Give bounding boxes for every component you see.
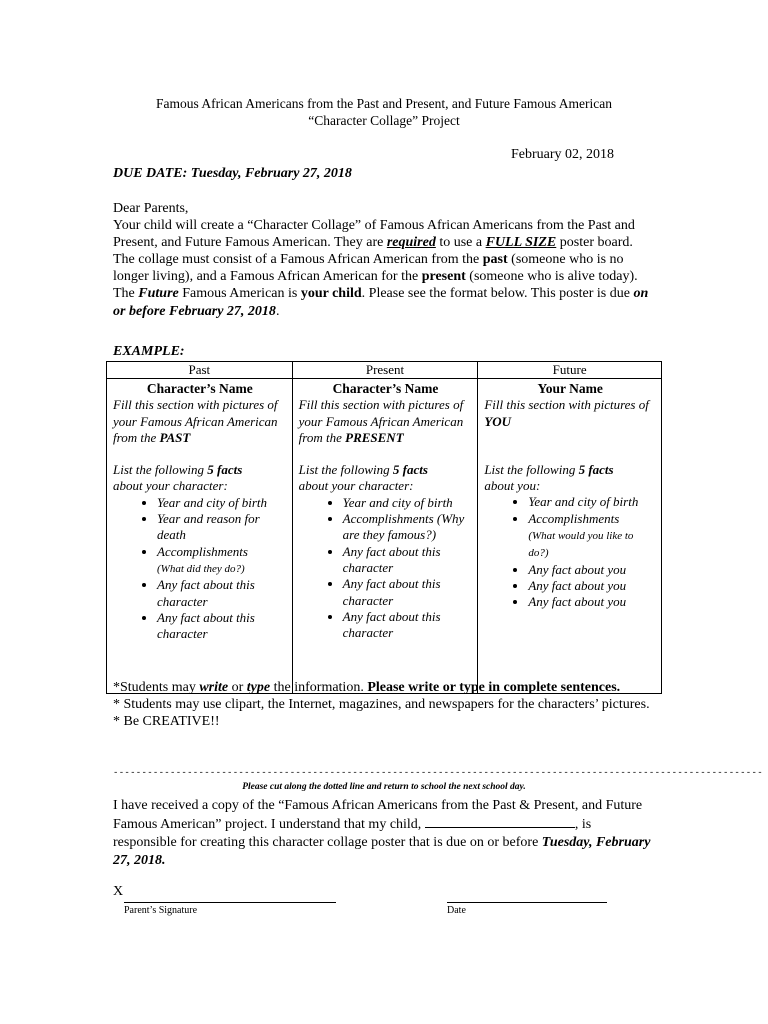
text: Fill this section with pictures of	[484, 397, 649, 413]
list-subject: about your character:	[113, 478, 228, 494]
list-item: • Any fact about this character	[343, 576, 473, 609]
header-present: Present	[292, 362, 478, 379]
present-word: present	[421, 269, 466, 285]
receipt-text	[113, 797, 653, 870]
text: (someone who is alive today). The	[113, 269, 638, 302]
list-subject: about you:	[484, 478, 541, 494]
text: the information.	[270, 680, 368, 695]
write-word: write	[199, 680, 229, 695]
fact-list	[299, 495, 473, 642]
text: to use a	[435, 235, 486, 251]
header-future: Future	[478, 362, 662, 379]
complete-sentences-note: Please write or type in complete sentences.	[367, 680, 621, 695]
letter-paragraph	[113, 217, 653, 320]
list-item: • Any fact about this character	[343, 544, 473, 577]
list-item: • Any fact about you	[528, 578, 656, 594]
table-body-row	[107, 379, 662, 694]
text: , is responsible for creating this character collage poster that is due on or before	[113, 817, 592, 850]
signature-x-mark: X	[113, 884, 124, 899]
student-notes	[113, 679, 653, 730]
fill-bold: PRESENT	[345, 429, 404, 445]
text: List the following	[484, 461, 579, 477]
text: *Students may	[113, 680, 200, 695]
header-past: Past	[107, 362, 293, 379]
receipt-due-date: Tuesday, February 27, 2018.	[113, 835, 651, 868]
list-item: • Any fact about you	[528, 594, 656, 610]
cut-dotted-line: ------------------------------------------------------------------------------------------------------------------	[113, 768, 763, 778]
note-creative: * Be CREATIVE!!	[113, 714, 220, 729]
text: Fill this section with pictures of your Famous African American from the	[113, 397, 278, 445]
letter-body	[113, 200, 653, 320]
column-name: Your Name	[537, 381, 603, 396]
list-subject: about your character:	[298, 478, 414, 494]
fill-instruction	[299, 397, 473, 446]
text: poster board. The collage must consist of a Famous African American from the	[113, 235, 633, 268]
example-label: EXAMPLE:	[113, 344, 185, 359]
signature-line[interactable]	[124, 902, 336, 903]
signature-label: Parent’s Signature	[124, 905, 198, 916]
column-name: Character’s Name	[332, 381, 439, 396]
list-item: • Year and city of birth	[343, 495, 473, 511]
text: I have received a copy of the “Famous African Americans from the Past & Present, and Future Famous American” project. I understand that my child,	[113, 798, 643, 832]
due-phrase: on or before February 27, 2018	[113, 286, 649, 319]
list-item: • Any fact about this character	[157, 577, 287, 610]
list-count: 5 facts	[392, 462, 428, 478]
fill-instruction	[113, 397, 287, 446]
text: List the following	[298, 462, 393, 478]
note-write-or-type	[113, 679, 653, 696]
example-table	[106, 361, 662, 694]
list-item: • Any fact about this character	[343, 609, 473, 642]
future-column	[478, 379, 662, 694]
cut-instruction: Please cut along the dotted line and return to school the next school day.	[242, 782, 526, 792]
text: Accomplishments	[528, 510, 620, 526]
list-item: • Year and reason for death	[157, 511, 287, 544]
list-item: • Accomplishments (Why are they famous?)	[343, 511, 473, 544]
list-item-note: (What would you like to do?)	[528, 530, 634, 560]
column-name: Character’s Name	[146, 381, 253, 396]
list-item	[528, 511, 656, 562]
list-count: 5 facts	[207, 462, 243, 478]
child-name-blank[interactable]	[425, 815, 575, 828]
text: Famous American is	[178, 286, 301, 302]
text: Fill this section with pictures of your Famous African American from the	[298, 397, 464, 445]
list-count: 5 facts	[578, 461, 614, 477]
fact-list	[484, 494, 656, 610]
list-item-note: (What did they do?)	[157, 562, 245, 575]
present-column	[292, 379, 478, 694]
list-item: • Year and city of birth	[528, 494, 656, 510]
receipt-statement	[113, 797, 653, 870]
list-item: • Year and city of birth	[157, 495, 287, 511]
title-line-1: Famous African Americans from the Past and Present, and Future Famous American	[156, 96, 612, 111]
text: .	[275, 303, 280, 319]
full-size-word: FULL SIZE	[485, 235, 557, 251]
type-word: type	[246, 680, 271, 695]
past-column	[107, 379, 293, 694]
text: (someone who is no longer living), and a Famous African American for the	[113, 252, 624, 285]
note-sources: * Students may use clipart, the Internet, magazines, and newspapers for the characters’ pictures.	[113, 697, 650, 712]
fill-instruction	[484, 397, 656, 430]
date-line[interactable]	[447, 902, 607, 903]
text: Accomplishments	[157, 543, 248, 559]
greeting: Dear Parents,	[113, 201, 189, 216]
list-intro	[299, 462, 473, 478]
text: Your child will create a “Character Collage” of Famous African Americans from the Past and Present, and Future Famous American. They are	[113, 218, 635, 251]
required-word: required	[386, 235, 436, 251]
letter-date: February 02, 2018	[511, 147, 615, 162]
past-word: past	[482, 252, 508, 268]
list-intro	[484, 462, 656, 478]
fill-bold: PAST	[159, 429, 191, 445]
future-word: Future	[138, 286, 179, 302]
list-item	[157, 544, 287, 578]
list-item: • Any fact about this character	[157, 610, 287, 643]
text: List the following	[113, 462, 208, 478]
list-item: • Any fact about you	[528, 562, 656, 578]
text: or	[228, 680, 247, 695]
text: . Please see the format below. This poster is due	[361, 286, 634, 302]
list-intro	[113, 462, 287, 478]
title-line-2: “Character Collage” Project	[308, 113, 460, 128]
date-label: Date	[447, 905, 466, 916]
fill-bold: YOU	[484, 413, 512, 429]
your-child-word: your child	[300, 286, 362, 302]
due-date: DUE DATE: Tuesday, February 27, 2018	[113, 166, 352, 181]
table-header-row	[107, 362, 662, 379]
fact-list	[113, 495, 287, 643]
